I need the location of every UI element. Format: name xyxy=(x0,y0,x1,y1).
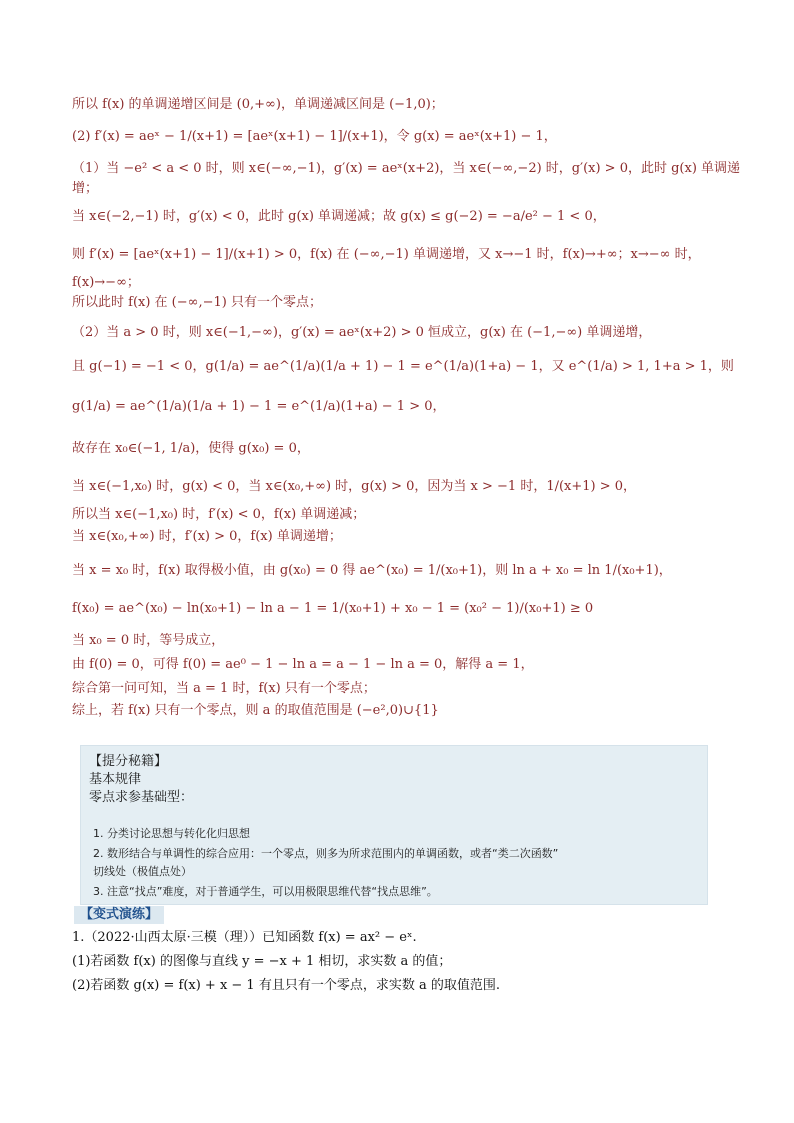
solution-line: （2）当 a > 0 时，则 x∈(−1,−∞)，g′(x) = aeˣ(x+2) > 0 恒成立，g(x) 在 (−1,−∞) 单调递增， xyxy=(72,325,652,340)
tips-point: 3. 注意“找点”难度，对于普通学生，可以用极限思维代替“找点思维”。 xyxy=(93,885,438,898)
solution-line: 所以当 x∈(−1,x₀) 时，f′(x) < 0，f(x) 单调递减； xyxy=(72,507,366,522)
solution-line: 当 x₀ = 0 时，等号成立， xyxy=(72,633,225,648)
solution-line: （1）当 −e² < a < 0 时，则 x∈(−∞,−1)，g′(x) = aeˣ(x+2)，当 x∈(−∞,−2) 时，g′(x) > 0，此时 g(x) 单调递 xyxy=(72,161,741,176)
tips-point: 切线处（极值点处） xyxy=(93,865,192,878)
tips-intro: 零点求参基础型： xyxy=(89,790,194,805)
solution-line: 综合第一问可知，当 a = 1 时，f(x) 只有一个零点； xyxy=(72,681,376,696)
solution-line: 则 f′(x) = [aeˣ(x+1) − 1]/(x+1) > 0，f(x) 在 (−∞,−1) 单调递增，又 x→−1 时，f(x)→+∞；x→−∞ 时， xyxy=(72,247,701,262)
solution-line: 当 x∈(−2,−1) 时，g′(x) < 0，此时 g(x) 单调递减；故 g(x) ≤ g(−2) = −a/e² − 1 < 0， xyxy=(72,209,606,224)
solution-line: 由 f(0) = 0，可得 f(0) = ae⁰ − 1 − ln a = a − 1 − ln a = 0，解得 a = 1， xyxy=(72,657,534,672)
tips-subtitle: 基本规律 xyxy=(89,772,142,787)
tips-point: 2. 数形结合与单调性的综合应用：一个零点，则多为所求范围内的单调函数，或者“类二次函数” xyxy=(93,847,559,860)
solution-line: 增； xyxy=(72,181,99,196)
solution-line: 故存在 x₀∈(−1, 1/a)，使得 g(x₀) = 0， xyxy=(72,441,310,456)
solution-line: f(x₀) = ae^(x₀) − ln(x₀+1) − ln a − 1 = 1/(x₀+1) + x₀ − 1 = (x₀² − 1)/(x₀+1) ≥ 0 xyxy=(72,601,594,616)
solution-line: (2) f′(x) = aeˣ − 1/(x+1) = [aeˣ(x+1) − 1]/(x+1)，令 g(x) = aeˣ(x+1) − 1， xyxy=(72,129,557,144)
solution-line: 当 x∈(x₀,+∞) 时，f′(x) > 0，f(x) 单调递增； xyxy=(72,529,342,544)
exercise-part: (2)若函数 g(x) = f(x) + x − 1 有且只有一个零点，求实数 a 的取值范围. xyxy=(72,978,500,993)
solution-line: 综上，若 f(x) 只有一个零点，则 a 的取值范围是 (−e²,0)∪{1} xyxy=(72,703,439,718)
solution-line: f(x)→−∞； xyxy=(72,275,140,290)
tips-title: 【提分秘籍】 xyxy=(89,754,168,769)
solution-line: 当 x = x₀ 时，f(x) 取得极小值，由 g(x₀) = 0 得 ae^(x₀) = 1/(x₀+1)，则 ln a + x₀ = ln 1/(x₀+1)， xyxy=(72,563,672,578)
exercise-heading: 【变式演练】 xyxy=(74,906,164,924)
exercise-problem: 1.（2022·山西太原·三模（理））已知函数 f(x) = ax² − eˣ. xyxy=(72,930,417,945)
solution-line: 所以 f(x) 的单调递增区间是 (0,+∞)，单调递减区间是 (−1,0)； xyxy=(72,97,444,112)
solution-line: 当 x∈(−1,x₀) 时，g(x) < 0，当 x∈(x₀,+∞) 时，g(x) > 0，因为当 x > −1 时，1/(x+1) > 0， xyxy=(72,479,637,494)
tips-point: 1. 分类讨论思想与转化化归思想 xyxy=(93,827,250,840)
solution-line: g(1/a) = ae^(1/a)(1/a + 1) − 1 = e^(1/a)(1+a) − 1 > 0， xyxy=(72,399,446,414)
exercise-part: (1)若函数 f(x) 的图像与直线 y = −x + 1 相切，求实数 a 的值； xyxy=(72,954,452,969)
solution-line: 所以此时 f(x) 在 (−∞,−1) 只有一个零点； xyxy=(72,295,322,310)
tips-box xyxy=(80,745,708,905)
solution-line: 且 g(−1) = −1 < 0，g(1/a) = ae^(1/a)(1/a + 1) − 1 = e^(1/a)(1+a) − 1，又 e^(1/a) > 1, 1+a > 1，则 xyxy=(72,359,734,374)
